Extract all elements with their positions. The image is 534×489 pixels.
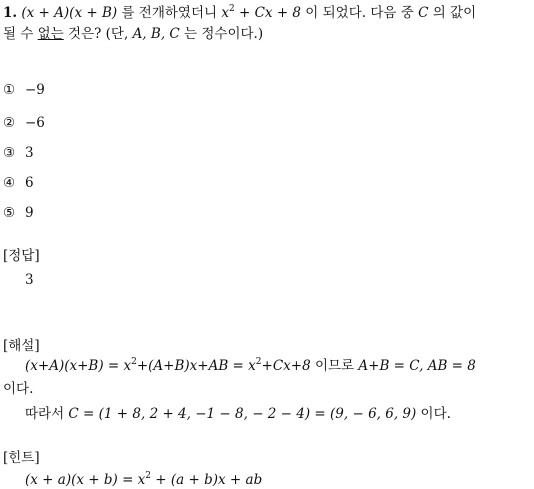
- question-text: 를 전개하였더니: [117, 5, 222, 21]
- solution-expression: C = (1 + 8, 2 + 4, −1 − 8, − 2 − 4) = (9, − 6, 6, 9): [68, 406, 417, 422]
- choice-marker: ⑤: [3, 205, 16, 221]
- solution-text: 따라서: [25, 406, 69, 422]
- choice-value: 3: [25, 145, 34, 161]
- hint-expression-part: (x + a)(x + b) = x: [25, 472, 146, 488]
- question-variable: C: [418, 5, 429, 21]
- solution-line-3: [25, 405, 451, 423]
- question-number: 1.: [3, 5, 18, 21]
- exponent: 2: [145, 471, 152, 481]
- choice-marker: ③: [3, 145, 16, 161]
- question-text: 는 정수이다.): [179, 26, 264, 42]
- solution-text: 이다.: [416, 406, 451, 422]
- question-text: 의 값이: [428, 5, 477, 21]
- choice-value: 9: [25, 205, 34, 221]
- choice-marker: ①: [3, 82, 16, 98]
- question-text: 이 되었다. 다음 중: [301, 5, 419, 21]
- exponent: 2: [131, 357, 137, 367]
- question-text: 것은? (단,: [63, 26, 133, 42]
- exponent: 2: [228, 4, 235, 14]
- solution-label: [해설]: [3, 338, 40, 354]
- hint-label: [힌트]: [3, 450, 40, 466]
- underlined-word: 없는: [37, 26, 64, 42]
- answer-label: [정답]: [3, 248, 40, 264]
- choice-marker: ②: [3, 115, 16, 131]
- question-line-2: [3, 25, 263, 43]
- hint-expression: [25, 471, 262, 489]
- solution-line-1: [25, 357, 476, 375]
- exponent: 2: [255, 357, 262, 367]
- answer-value: 3: [25, 272, 34, 288]
- choice-value: 6: [25, 175, 34, 191]
- choice-4: [3, 174, 34, 192]
- choice-5: [3, 204, 34, 222]
- question-line-1: [3, 4, 476, 22]
- solution-expression: +Cx+8: [261, 358, 311, 374]
- choice-1: [3, 81, 45, 99]
- question-text: 될 수: [3, 26, 38, 42]
- hint-expression-part: + (a + b)x + ab: [151, 472, 263, 488]
- question-expression: (x + A)(x + B): [21, 5, 118, 21]
- solution-expression: (x+A)(x+B) = x: [25, 358, 132, 374]
- choice-value: −9: [25, 82, 45, 98]
- solution-text: 이므로: [310, 358, 359, 374]
- choice-value: −6: [25, 115, 45, 131]
- question-polynomial-rest: + Cx + 8: [234, 5, 302, 21]
- choice-2: [3, 114, 45, 132]
- choice-marker: ④: [3, 175, 16, 191]
- solution-expression: A+B = C, AB = 8: [358, 358, 476, 374]
- question-polynomial-base: x: [221, 5, 229, 21]
- solution-expression: +(A+B)x+AB = x: [136, 358, 256, 374]
- choice-3: [3, 144, 34, 162]
- question-variables: A, B, C: [132, 26, 180, 42]
- solution-line-2: 이다.: [3, 381, 34, 397]
